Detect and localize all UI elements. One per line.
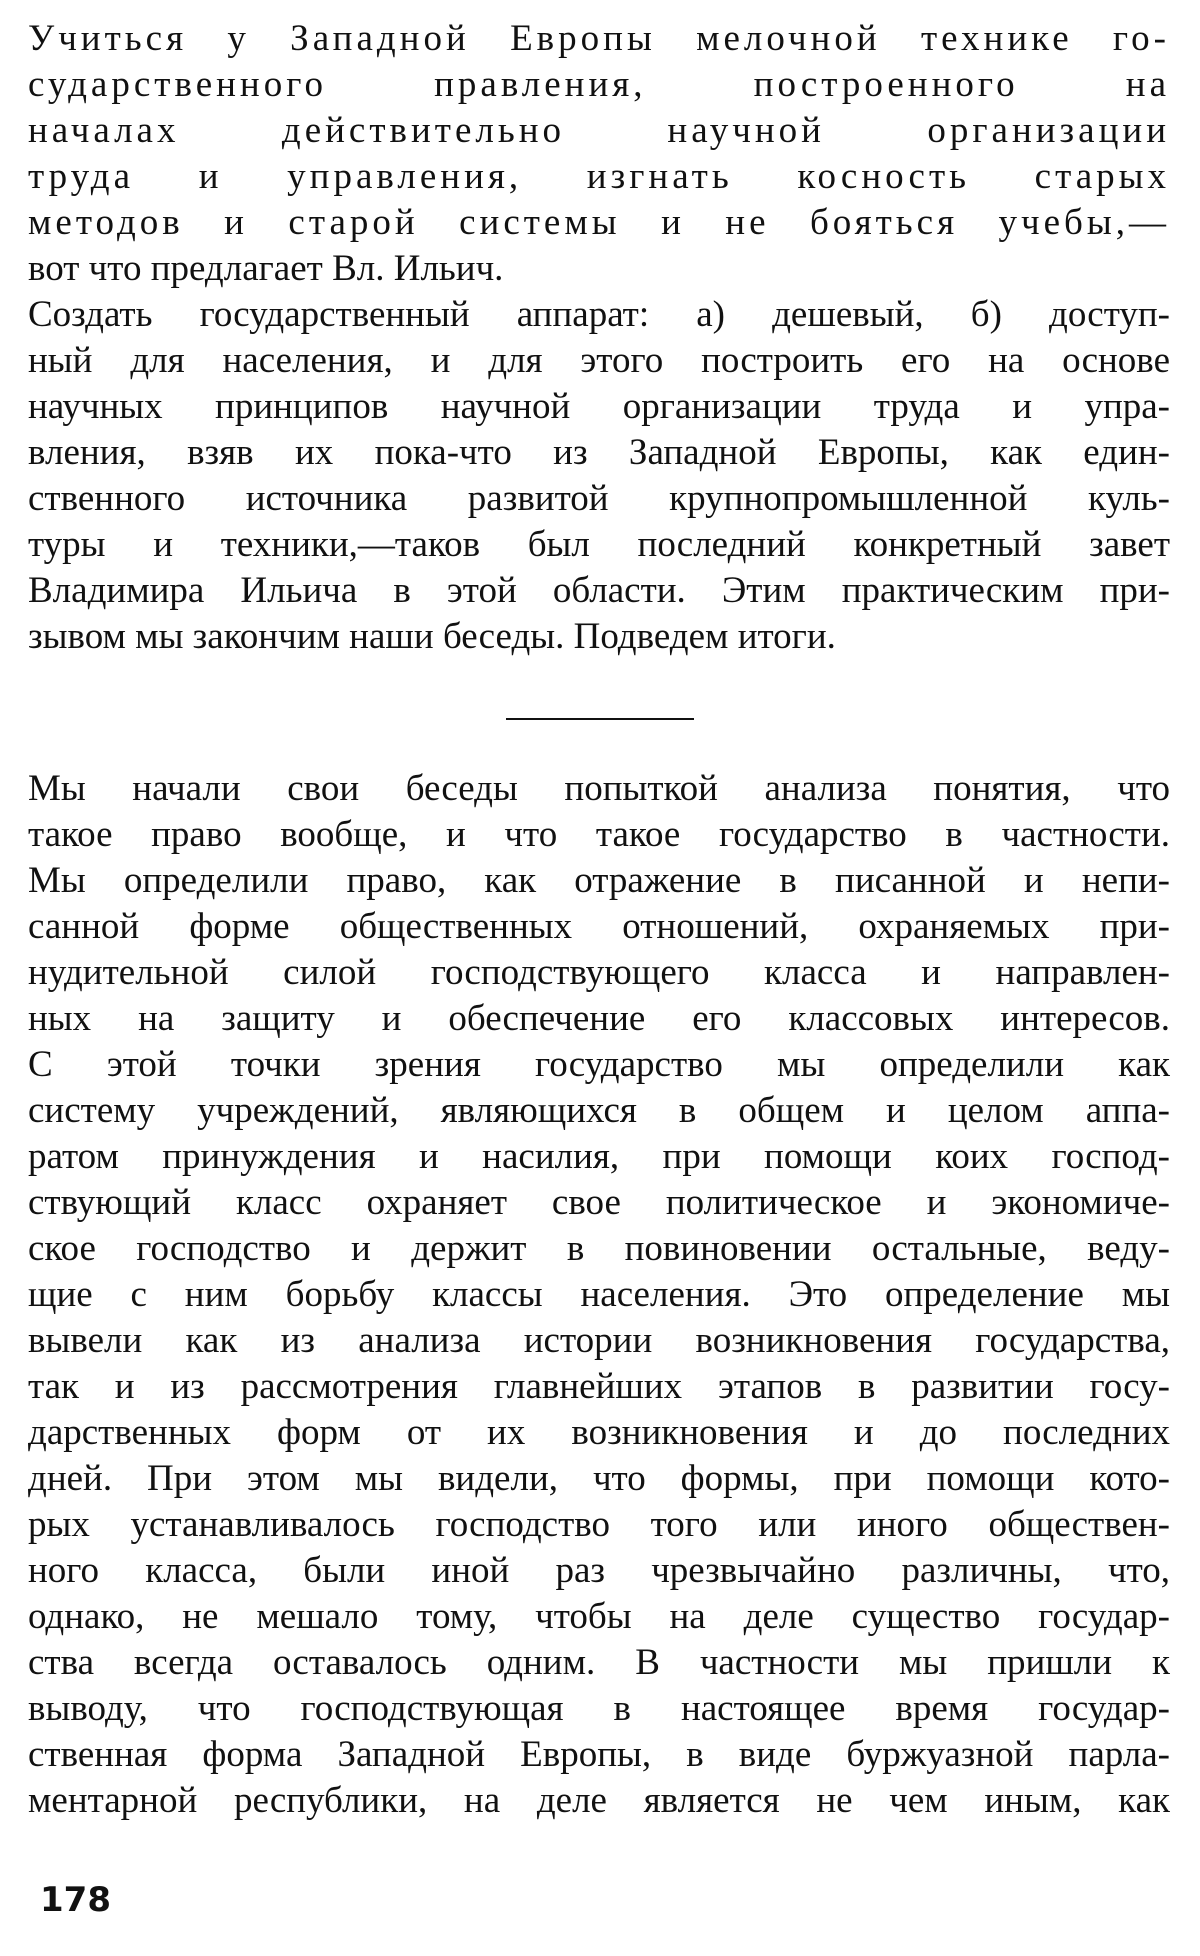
section-divider (506, 718, 694, 720)
text-line: вывели как из анализа истории возникновения государства, (28, 1320, 1170, 1361)
text-line: Мы определили право, как отражение в писанной и непи- (28, 860, 1170, 901)
text-line: труда и управления, изгнать косность старых (28, 156, 1170, 197)
text-line: систему учреждений, являющихся в общем и целом аппа- (28, 1090, 1170, 1131)
text-line: вления, взяв их пока-что из Западной Европы, как един- (28, 432, 1170, 473)
text-line: научных принципов научной организации труда и упра- (28, 386, 1170, 427)
text-line: Владимира Ильича в этой области. Этим практическим при- (28, 570, 1170, 611)
text-line: дней. При этом мы видели, что формы, при помощи кото- (28, 1458, 1170, 1499)
text-line: ный для населения, и для этого построить его на основе (28, 340, 1170, 381)
text-line: нудительной силой господствующего класса и направлен- (28, 952, 1170, 993)
text-line: ного класса, были иной раз чрезвычайно различны, что, (28, 1550, 1170, 1591)
text-line: Мы начали свои беседы попыткой анализа понятия, что (28, 768, 1170, 809)
text-line: туры и техники,—таков был последний конкретный завет (28, 524, 1170, 565)
text-line: такое право вообще, и что такое государство в частности. (28, 814, 1170, 855)
paragraph-3 (28, 766, 1170, 1824)
text-line: однако, не мешало тому, чтобы на деле существо государ- (28, 1596, 1170, 1637)
text-line: рых устанавливалось господство того или иного обществен- (28, 1504, 1170, 1545)
paragraph-2 (28, 292, 1170, 660)
text-line: зывом мы закончим наши беседы. Подведем итоги. (28, 616, 836, 657)
text-line: ское господство и держит в повиновении остальные, веду- (28, 1228, 1170, 1269)
text-line: ных на защиту и обеспечение его классовых интересов. (28, 998, 1170, 1039)
text-line: сударственного правления, построенного на (28, 64, 1170, 105)
text-line: выводу, что господствующая в настоящее время государ- (28, 1688, 1170, 1729)
text-line: Учиться у Западной Европы мелочной технике го- (28, 18, 1170, 59)
text-line: ства всегда оставалось одним. В частности мы пришли к (28, 1642, 1170, 1683)
text-line: щие с ним борьбу классы населения. Это определение мы (28, 1274, 1170, 1315)
page-number: 178 (40, 1880, 111, 1920)
text-line: санной форме общественных отношений, охраняемых при- (28, 906, 1170, 947)
text-line: дарственных форм от их возникновения и до последних (28, 1412, 1170, 1453)
text-line: ственного источника развитой крупнопромышленной куль- (28, 478, 1170, 519)
text-line: ратом принуждения и насилия, при помощи коих господ- (28, 1136, 1170, 1177)
text-line: ментарной республики, на деле является не чем иным, как (28, 1780, 1170, 1821)
paragraph-1 (28, 16, 1170, 292)
text-line: началах действительно научной организации (28, 110, 1170, 151)
text-line: методов и старой системы и не бояться учебы,— (28, 202, 1170, 243)
text-line: С этой точки зрения государство мы определили как (28, 1044, 1170, 1085)
text-line: ствующий класс охраняет свое политическое и экономиче- (28, 1182, 1170, 1223)
text-line: вот что предлагает Вл. Ильич. (28, 248, 504, 289)
text-line: так и из рассмотрения главнейших этапов в развитии госу- (28, 1366, 1170, 1407)
text-line: Создать государственный аппарат: а) дешевый, б) доступ- (28, 294, 1170, 335)
text-line: ственная форма Западной Европы, в виде буржуазной парла- (28, 1734, 1170, 1775)
